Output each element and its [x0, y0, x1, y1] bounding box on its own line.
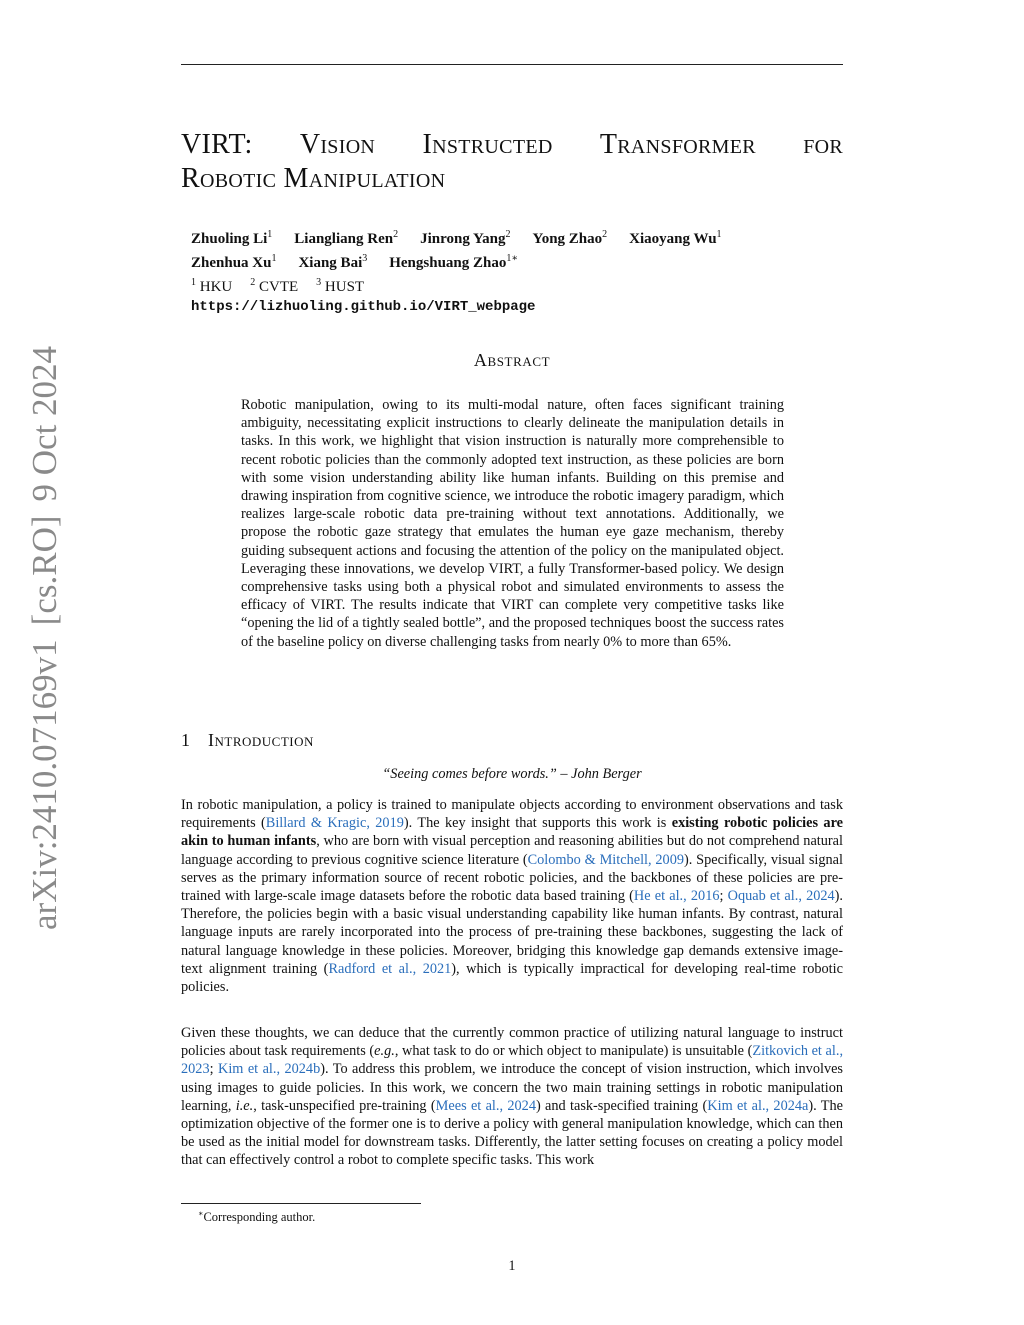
title-word: Vision	[299, 129, 376, 160]
title-line-2: Robotic Manipulation	[181, 163, 446, 194]
arxiv-category: [cs.RO]	[25, 515, 64, 626]
abstract-text: Robotic manipulation, owing to its multi-modal nature, often faces significant training ambiguity, necessitating explicit instructions to clearly delineate the manipulation details in tasks. In this work, we highlight that vision instruction is naturally more comprehensible to recent robotic policies than the commonly adopted text instruction, as these policies are born with some vision understanding ability like human infants. Building on this premise and drawing inspiration from cognitive science, we introduce the robotic imagery paradigm, which realizes large-scale robotic data pre-training without text annotations. Additionally, we propose the robotic gaze strategy that emulates the human eye gaze mechanism, thereby guiding subsequent actions and focusing the attention of the policy on the manipulated object. Leveraging these innovations, we develop VIRT, a fully Transformer-based policy. We design comprehensive tasks using both a physical robot and simulated environments to assess the efficacy of VIRT. The results indicate that VIRT can complete very competitive tasks like “opening the lid of a tightly sealed bottle”, and the proposed techniques boost the success rates of the baseline policy on diverse challenging tasks from nearly 0% to more than 65%.	[241, 397, 784, 650]
citation-link[interactable]: Kim et al., 2024b	[218, 1061, 321, 1078]
author: Zhenhua Xu$^1$	[191, 253, 277, 271]
project-url-link[interactable]: https://lizhuoling.github.io/VIRT_webpage	[191, 299, 536, 315]
affiliations	[191, 273, 831, 297]
abstract-heading: Abstract	[473, 350, 551, 370]
author: Xiaoyang Wu$^1$	[629, 229, 722, 247]
intro-paragraph-1: In robotic manipulation, a policy is trained to manipulate objects according to environment observations and task requirements (Billard & Kragic, 2019). The key insight that supports this work is existing robotic policies are akin to human infants, who are born with visual perception and reasoning abilities but do not comprehend natural language according to previous cognitive science literature (Colombo & Mitchell, 2009). Specifically, visual signal serves as the primary information source of recent robotic policies, and the backbones of these policies are pre-trained with large-scale image datasets before the robotic data based training (He et al., 2016; Oquab et al., 2024). Therefore, the policies begin with a basic visual understanding capability like human infants. By contrast, natural language inputs are rarely incorporated into the process of pre-training these backbones, suggesting the lack of natural language knowledge in these policies. Moreover, bridging this knowledge gap demands extensive image-text alignment training (Radford et al., 2021), which is typically impractical for developing real-time robotic policies.	[181, 797, 844, 996]
epigraph-quote: “Seeing comes before words.” – John Berger	[382, 766, 642, 782]
citation-link[interactable]: Zitkovich et al., 2023	[181, 1043, 844, 1078]
author-block	[191, 225, 831, 317]
footnote-rule	[181, 1203, 421, 1204]
author-row	[191, 249, 831, 273]
author: Liangliang Ren$^2$	[294, 229, 399, 247]
author: Yong Zhao$^2$	[532, 229, 608, 247]
author: Hengshuang Zhao$^{1∗}$	[389, 253, 519, 271]
citation-link[interactable]: He et al., 2016	[633, 888, 720, 905]
footnote: ∗Corresponding author.	[198, 1209, 316, 1225]
citation-link[interactable]: Billard & Kragic, 2019	[265, 815, 404, 832]
citation-link[interactable]: Kim et al., 2024a	[707, 1097, 809, 1114]
citation-link[interactable]: Colombo & Mitchell, 2009	[527, 851, 684, 868]
affiliation: $^1$ HKU	[191, 277, 233, 295]
author-row	[191, 225, 831, 249]
title-word: Transformer	[599, 129, 756, 160]
title-word: Instructed	[422, 129, 553, 160]
title-word: for	[803, 129, 843, 160]
header-rule	[181, 64, 843, 65]
author: Zhuoling Li$^1$	[191, 229, 273, 247]
paper-title	[181, 128, 843, 196]
title-word: VIRT:	[181, 129, 253, 160]
author: Xiang Bai$^3$	[298, 253, 368, 271]
author: Jinrong Yang$^2$	[420, 229, 511, 247]
page-number: 1	[508, 1258, 516, 1274]
section-title: Introduction	[208, 730, 314, 750]
section-heading	[181, 730, 843, 751]
key-insight-bold: existing robotic policies are akin to human infants	[181, 815, 844, 850]
arxiv-id[interactable]: arXiv:2410.07169v1	[25, 639, 64, 930]
arxiv-date: 9 Oct 2024	[25, 345, 64, 502]
affiliation: $^2$ CVTE	[250, 277, 299, 295]
citation-link[interactable]: Mees et al., 2024	[435, 1097, 536, 1114]
citation-link[interactable]: Radford et al., 2021	[328, 960, 452, 977]
citation-link[interactable]: Oquab et al., 2024	[727, 888, 835, 905]
section-number: 1	[181, 730, 190, 750]
arxiv-sidebar-stamp	[15, 345, 75, 930]
affiliation: $^3$ HUST	[316, 277, 365, 295]
intro-paragraph-2: Given these thoughts, we can deduce that the currently common practice of utilizing natural language to instruct policies about task requirements (e.g., what task to do or which object to manipulate) is unsuitable (Zitkovich et al., 2023; Kim et al., 2024b). To address this problem, we introduce the concept of vision instruction, which involves using images to guide policies. In this work, we concern the two main training settings in robotic manipulation learning, i.e., task-unspecified pre-training (Mees et al., 2024) and task-specified training (Kim et al., 2024a). The optimization objective of the former one is to derive a policy with general manipulation knowledge, which can then be used as the initial model for downstream tasks. Differently, the latter setting focuses on creating a policy model that can effectively control a robot to complete specific tasks. This work	[181, 1025, 844, 1169]
